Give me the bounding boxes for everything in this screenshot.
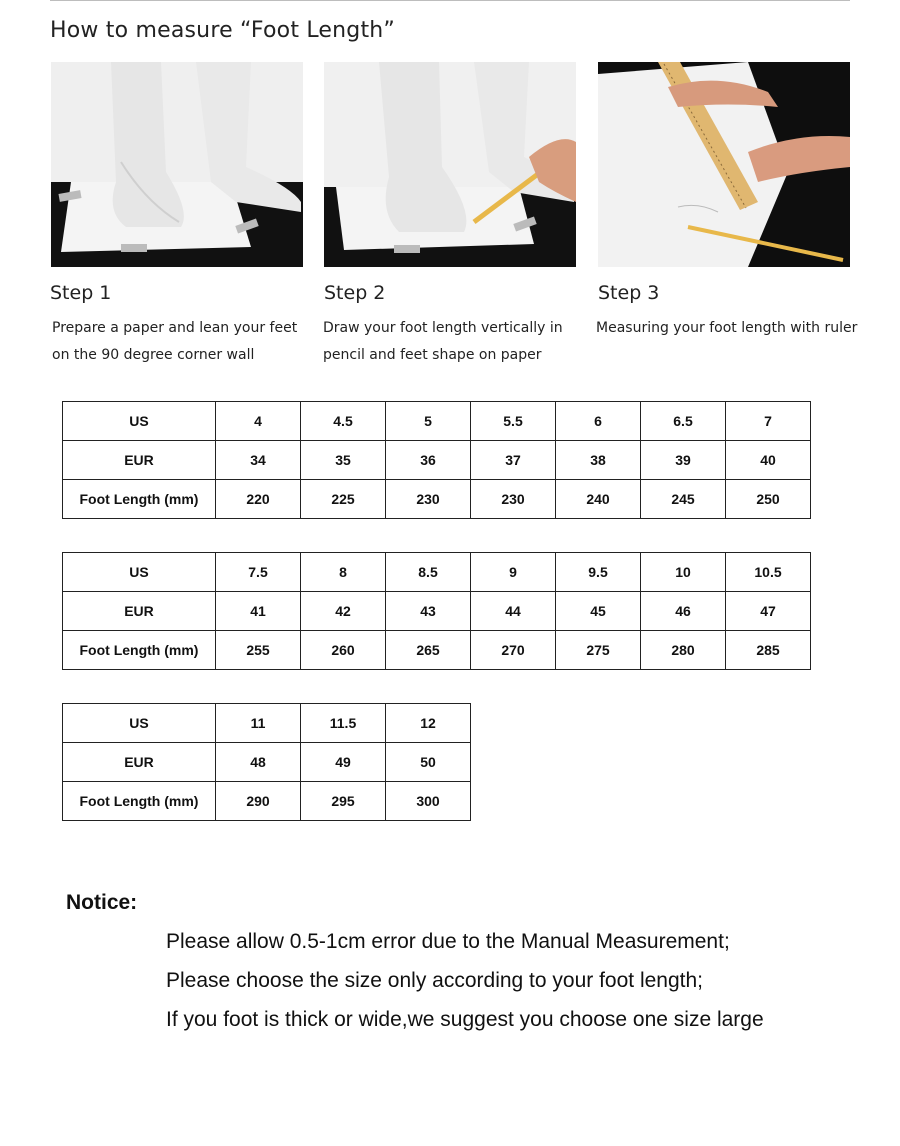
table-cell: 41 xyxy=(216,592,301,631)
table-cell: 10.5 xyxy=(726,553,811,592)
table-row-foot-length xyxy=(63,782,471,821)
step-2-line: pencil and feet shape on paper xyxy=(323,347,542,363)
step-1-line: on the 90 degree corner wall xyxy=(52,347,255,363)
table-row-us xyxy=(63,704,471,743)
row-label: US xyxy=(63,704,216,743)
step-3-title: Step 3 xyxy=(598,282,660,304)
page-title: How to measure “Foot Length” xyxy=(50,18,396,43)
step-2-description xyxy=(323,315,593,369)
table-cell: 8.5 xyxy=(386,553,471,592)
table-cell: 265 xyxy=(386,631,471,670)
table-row-eur xyxy=(63,441,811,480)
row-label: EUR xyxy=(63,592,216,631)
table-cell: 290 xyxy=(216,782,301,821)
table-cell: 295 xyxy=(301,782,386,821)
table-cell: 275 xyxy=(556,631,641,670)
step-1-description xyxy=(52,315,322,369)
table-cell: 7.5 xyxy=(216,553,301,592)
top-divider xyxy=(50,0,850,1)
notice-line: If you foot is thick or wide,we suggest you choose one size large xyxy=(166,1008,764,1031)
table-cell: 11.5 xyxy=(301,704,386,743)
table-cell: 9 xyxy=(471,553,556,592)
table-cell: 230 xyxy=(471,480,556,519)
table-cell: 5.5 xyxy=(471,402,556,441)
table-row-us xyxy=(63,553,811,592)
table-cell: 47 xyxy=(726,592,811,631)
table-cell: 44 xyxy=(471,592,556,631)
step-1-title: Step 1 xyxy=(50,282,112,304)
table-cell: 4 xyxy=(216,402,301,441)
table-cell: 7 xyxy=(726,402,811,441)
size-table-3 xyxy=(62,703,471,821)
table-cell: 48 xyxy=(216,743,301,782)
table-cell: 45 xyxy=(556,592,641,631)
table-cell: 38 xyxy=(556,441,641,480)
row-label: EUR xyxy=(63,743,216,782)
table-cell: 5 xyxy=(386,402,471,441)
table-cell: 240 xyxy=(556,480,641,519)
table-cell: 220 xyxy=(216,480,301,519)
table-cell: 36 xyxy=(386,441,471,480)
step-1-line: Prepare a paper and lean your feet xyxy=(52,320,298,336)
ruler-on-paper-photo xyxy=(598,62,850,267)
table-cell: 245 xyxy=(641,480,726,519)
notice-line: Please allow 0.5-1cm error due to the Manual Measurement; xyxy=(166,930,730,953)
table-row-eur xyxy=(63,743,471,782)
table-cell: 12 xyxy=(386,704,471,743)
table-row-foot-length xyxy=(63,631,811,670)
notice-title: Notice: xyxy=(66,891,138,914)
step-2-title: Step 2 xyxy=(324,282,386,304)
step-3-description xyxy=(596,315,866,342)
step-3-line: Measuring your foot length with ruler xyxy=(596,320,858,336)
row-label: US xyxy=(63,402,216,441)
table-cell: 46 xyxy=(641,592,726,631)
table-cell: 285 xyxy=(726,631,811,670)
table-cell: 4.5 xyxy=(301,402,386,441)
table-cell: 260 xyxy=(301,631,386,670)
table-row-foot-length xyxy=(63,480,811,519)
table-cell: 42 xyxy=(301,592,386,631)
notice-line: Please choose the size only according to your foot length; xyxy=(166,969,703,992)
table-cell: 43 xyxy=(386,592,471,631)
table-cell: 6 xyxy=(556,402,641,441)
table-cell: 9.5 xyxy=(556,553,641,592)
table-cell: 255 xyxy=(216,631,301,670)
row-label: Foot Length (mm) xyxy=(63,782,216,821)
table-cell: 280 xyxy=(641,631,726,670)
foot-on-paper-against-wall-photo xyxy=(51,62,303,267)
table-row-us xyxy=(63,402,811,441)
table-cell: 6.5 xyxy=(641,402,726,441)
step-2-line: Draw your foot length vertically in xyxy=(323,320,563,336)
row-label: US xyxy=(63,553,216,592)
table-cell: 37 xyxy=(471,441,556,480)
table-cell: 230 xyxy=(386,480,471,519)
size-table-2 xyxy=(62,552,811,670)
table-row-eur xyxy=(63,592,811,631)
table-cell: 40 xyxy=(726,441,811,480)
table-cell: 250 xyxy=(726,480,811,519)
table-cell: 49 xyxy=(301,743,386,782)
table-cell: 8 xyxy=(301,553,386,592)
table-cell: 10 xyxy=(641,553,726,592)
table-cell: 225 xyxy=(301,480,386,519)
table-cell: 50 xyxy=(386,743,471,782)
table-cell: 34 xyxy=(216,441,301,480)
pencil-tracing-foot-photo xyxy=(324,62,576,267)
size-table-1 xyxy=(62,401,811,519)
table-cell: 300 xyxy=(386,782,471,821)
table-cell: 270 xyxy=(471,631,556,670)
row-label: Foot Length (mm) xyxy=(63,480,216,519)
table-cell: 11 xyxy=(216,704,301,743)
table-cell: 39 xyxy=(641,441,726,480)
row-label: Foot Length (mm) xyxy=(63,631,216,670)
row-label: EUR xyxy=(63,441,216,480)
table-cell: 35 xyxy=(301,441,386,480)
